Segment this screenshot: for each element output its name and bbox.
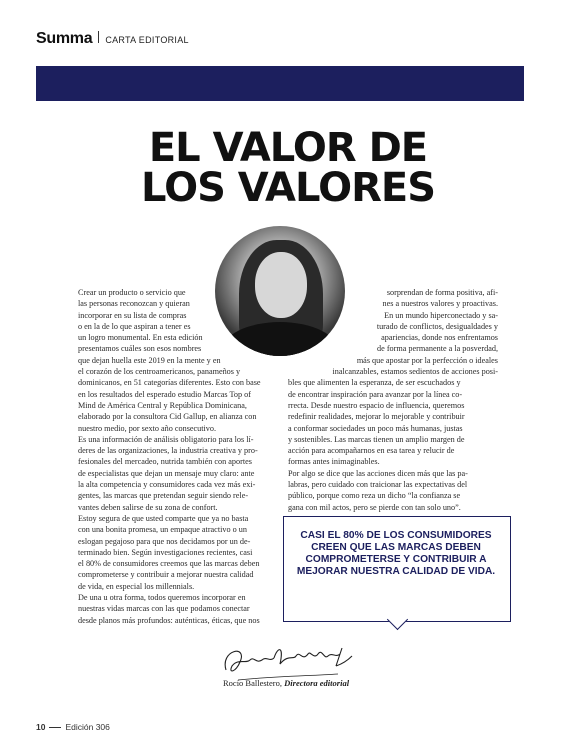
body-line: a conformar sociedades un poco más humanas, justas xyxy=(288,423,463,433)
body-line: de forma permanente a la posverdad, xyxy=(377,344,498,354)
edition-label: Edición 306 xyxy=(65,722,110,732)
body-line: el corazón de los centroamericanos, panameños y xyxy=(78,367,241,377)
signature-role: Directora editorial xyxy=(284,678,350,688)
body-line: Es una información de análisis obligatorio para los lí- xyxy=(78,434,254,444)
body-line: En un mundo hiperconectado y sa- xyxy=(384,310,498,320)
pull-quote-text: CASI EL 80% DE LOS CONSUMIDORES CREEN QUE LAS MARCAS DEBEN COMPROMETERSE Y CONTRIBUIR A MEJORAR NUESTRA CALIDAD DE VIDA. xyxy=(296,530,496,577)
body-line: la alta competencia y consumidores cada vez más exi- xyxy=(78,480,256,490)
body-line: las personas reconozcan y quieran xyxy=(78,299,190,309)
body-line: gentes, las marcas que pretendan seguir siendo rele- xyxy=(78,491,249,501)
page-header xyxy=(36,30,189,48)
body-line: sorprendan de forma positiva, afi- xyxy=(386,288,498,297)
title-line-2: LOS VALORES xyxy=(141,165,435,211)
body-line: gana con mil actos, pero se pierde con tan solo uno”. xyxy=(288,502,461,512)
body-line: bles que alimenten la esperanza, de ser escuchados y xyxy=(288,378,461,388)
body-line: desde planos más profundos: auténticas, éticas, que nos xyxy=(78,615,260,625)
footer-dash xyxy=(49,727,61,728)
body-line: nuestras vidas marcas con las que podamos conectar xyxy=(78,604,250,614)
body-line: eslogan pegajoso para que nos decidamos por un de- xyxy=(78,536,251,546)
body-line: con una bonita promesa, un empaque atractivo o un xyxy=(78,525,247,535)
title-line-1: EL VALOR DE xyxy=(148,125,428,171)
body-line: de encontrar inspiración para avanzar por la línea co- xyxy=(288,389,463,399)
body-line: de especialistas que dejan un mensaje muy claro: ante xyxy=(78,468,255,478)
body-line: acción para acompañarnos en esa tarea y relucir de xyxy=(288,446,455,456)
page-footer xyxy=(36,722,110,732)
body-line: nes a nuestros valores y proactivas. xyxy=(382,299,498,309)
body-text-right-column xyxy=(288,287,498,513)
brand-logo: Summa xyxy=(36,30,93,47)
section-label: CARTA EDITORIAL xyxy=(105,35,189,45)
body-line: elaborado por la consultora Cid Gallup, en alianza con xyxy=(78,412,257,422)
body-line: nuestro medio, por sexto año consecutivo. xyxy=(78,423,217,433)
body-line: Estoy segura de que usted comparte que ya no basta xyxy=(78,513,249,523)
body-line: incorporar en su lista de compras xyxy=(78,310,187,320)
body-line: el 80% de consumidores creemos que las marcas deben xyxy=(78,559,260,569)
header-divider xyxy=(98,31,99,43)
body-line: un logro monumental. En esta edición xyxy=(78,333,203,343)
signature-caption xyxy=(223,678,349,688)
body-line: o en la de lo que aspiran a tener es xyxy=(78,321,191,331)
body-line: labras, pero cuidado con traicionar las expectativas del xyxy=(288,480,468,490)
article-title xyxy=(0,125,576,211)
body-line: redefinir realidades, mejorar lo mejorable y contribuir xyxy=(288,412,465,422)
body-line: terminado bien. Según investigaciones recientes, casi xyxy=(78,547,253,557)
body-line: que dejan huella este 2019 en la mente y en xyxy=(78,355,221,365)
body-line: formas antes inimaginables. xyxy=(288,457,380,467)
body-line: Mind de América Central y República Dominicana, xyxy=(78,400,247,410)
body-line: comprometerse y contribuir a mejorar nuestra calidad xyxy=(78,570,254,580)
header-banner-bar xyxy=(36,66,524,101)
body-line: fesionales del mercadeo, nutrida también con aportes xyxy=(78,457,252,467)
body-line: presentamos cuáles son esos nombres xyxy=(78,344,202,354)
body-line: vantes deben salirse de su zona de confort. xyxy=(78,502,218,512)
body-line: De una u otra forma, todos queremos incorporar en xyxy=(78,593,246,603)
body-line: deres de las organizaciones, la industria creativa y pro- xyxy=(78,446,258,456)
body-text-left-column xyxy=(78,287,280,626)
body-line: público, porque como reza un dicho “la confianza se xyxy=(288,491,461,501)
body-line: apariencias, donde nos enfrentamos xyxy=(381,333,498,343)
body-line: Por algo se dice que las acciones dicen más que las pa- xyxy=(288,468,468,478)
body-line: dominicanos, en 51 categorías diferentes. Esto con base xyxy=(78,378,261,388)
body-line: inalcanzables, estamos sedientos de acciones posi- xyxy=(332,367,498,377)
body-line: rrecta. Desde nuestro espacio de influencia, queremos xyxy=(288,400,465,410)
body-line: turado de conflictos, desigualdades y xyxy=(376,321,498,331)
body-line: y sostenibles. Las marcas tienen un amplio margen de xyxy=(288,434,465,444)
body-line: Crear un producto o servicio que xyxy=(78,288,186,297)
page-number: 10 xyxy=(36,722,46,732)
body-line: en los resultados del esperado estudio Marcas Top of xyxy=(78,389,251,399)
body-line: más que apostar por la perfección o ideales xyxy=(356,355,498,365)
body-line: de vida, en especial los millennials. xyxy=(78,581,195,591)
signature-name: Rocío Ballestero, xyxy=(223,678,283,688)
